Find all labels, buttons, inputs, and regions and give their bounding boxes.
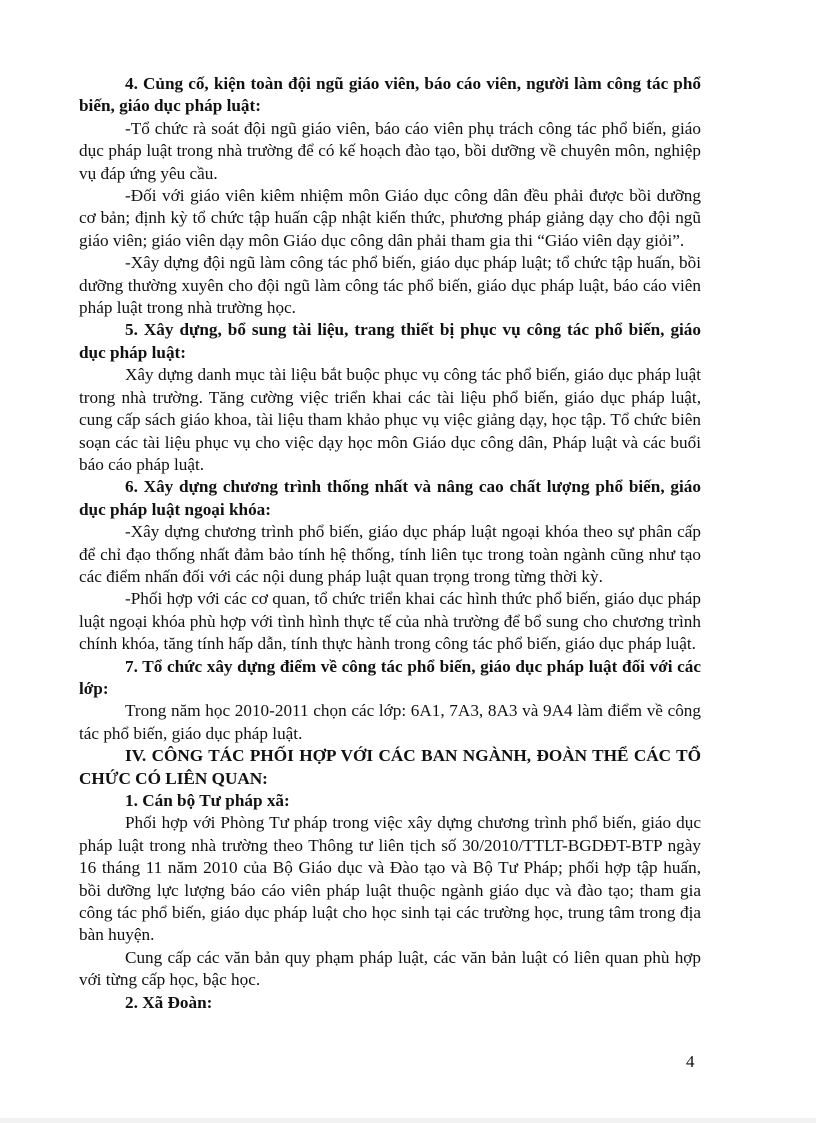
body-paragraph: -Phối hợp với các cơ quan, tổ chức triển khai các hình thức phổ biến, giáo dục pháp luật ngoại khóa phù hợp với tình hình thực tế của nhà trường để bổ sung cho chương trình chính khóa, tăng tính hấp dẫn, tính thực hành trong công tác phổ biến, giáo dục pháp luật. [79,589,701,654]
page-number: 4 [686,1052,695,1071]
page-content [79,73,701,1014]
body-paragraph: -Tổ chức rà soát đội ngũ giáo viên, báo cáo viên phụ trách công tác phổ biến, giáo dục pháp luật trong nhà trường để có kế hoạch đào tạo, bồi dưỡng về chuyên môn, nghiệp vụ đáp ứng yêu cầu. [79,118,701,183]
body-paragraph: -Xây dựng chương trình phổ biến, giáo dục pháp luật ngoại khóa theo sự phân cấp để chỉ đạo thống nhất đảm bảo tính hệ thống, tính liên tục trong toàn ngành cũng như tạo các điểm nhấn đối với các nội dung pháp luật quan trọng trong từng thời kỳ. [79,522,701,586]
page-bottom-edge [0,1118,816,1123]
subsection-heading-2: 2. Xã Đoàn: [125,992,213,1012]
section-heading-iv: IV. CÔNG TÁC PHỐI HỢP VỚI CÁC BAN NGÀNH, ĐOÀN THỂ CÁC TỔ CHỨC CÓ LIÊN QUAN: [79,746,701,788]
body-paragraph: -Xây dựng đội ngũ làm công tác phổ biến, giáo dục pháp luật; tổ chức tập huấn, bồi dưỡng thường xuyên cho đội ngũ làm công tác phổ biến, giáo dục pháp luật, báo cáo viên pháp luật trong nhà trường học. [79,253,701,318]
body-paragraph: Trong năm học 2010-2011 chọn các lớp: 6A1, 7A3, 8A3 và 9A4 làm điểm về công tác phổ biến, giáo dục pháp luật. [79,701,701,743]
body-paragraph: Xây dựng danh mục tài liệu bắt buộc phục vụ công tác phổ biến, giáo dục pháp luật trong nhà trường. Tăng cường việc triển khai các tài liệu phổ biến, giáo dục pháp luật, cung cấp sách giáo khoa, tài liệu tham khảo phục vụ việc giảng dạy, học tập. Tổ chức biên soạn các tài liệu phục vụ cho việc dạy học môn Giáo dục công dân, Pháp luật và các buổi báo cáo pháp luật. [79,365,701,474]
section-heading-7: 7. Tổ chức xây dựng điểm về công tác phổ biến, giáo dục pháp luật đối với các lớp: [79,656,701,698]
subsection-heading-1: 1. Cán bộ Tư pháp xã: [125,791,290,810]
body-paragraph: Phối hợp với Phòng Tư pháp trong việc xây dựng chương trình phổ biến, giáo dục pháp luật trong nhà trường theo Thông tư liên tịch số 30/2010/TTLT-BGDĐT-BTP ngày 16 tháng 11 năm 2010 của Bộ Giáo dục và Đào tạo và Bộ Tư Pháp; phối hợp tập huấn, bồi dưỡng lực lượng báo cáo viên pháp luật thuộc ngành giáo dục và đào tạo; tham gia công tác phổ biến, giáo dục pháp luật cho học sinh tại các trường học, trung tâm trong địa bàn huyện. [79,813,701,945]
body-paragraph: Cung cấp các văn bản quy phạm pháp luật, các văn bản luật có liên quan phù hợp với từng cấp học, bậc học. [79,947,701,990]
section-heading-6: 6. Xây dựng chương trình thống nhất và nâng cao chất lượng phổ biến, giáo dục pháp luật ngoại khóa: [79,477,701,519]
section-heading-4: 4. Củng cố, kiện toàn đội ngũ giáo viên, báo cáo viên, người làm công tác phổ biến, giáo dục pháp luật: [79,74,701,116]
body-paragraph: -Đối với giáo viên kiêm nhiệm môn Giáo dục công dân đều phải được bồi dưỡng cơ bản; định kỳ tổ chức tập huấn cập nhật kiến thức, phương pháp giảng dạy cho đội ngũ giáo viên; giáo viên dạy môn Giáo dục công dân phải tham gia thi “Giáo viên dạy giỏi”. [79,186,701,250]
section-heading-5: 5. Xây dựng, bổ sung tài liệu, trang thiết bị phục vụ công tác phổ biến, giáo dục pháp luật: [79,320,701,362]
